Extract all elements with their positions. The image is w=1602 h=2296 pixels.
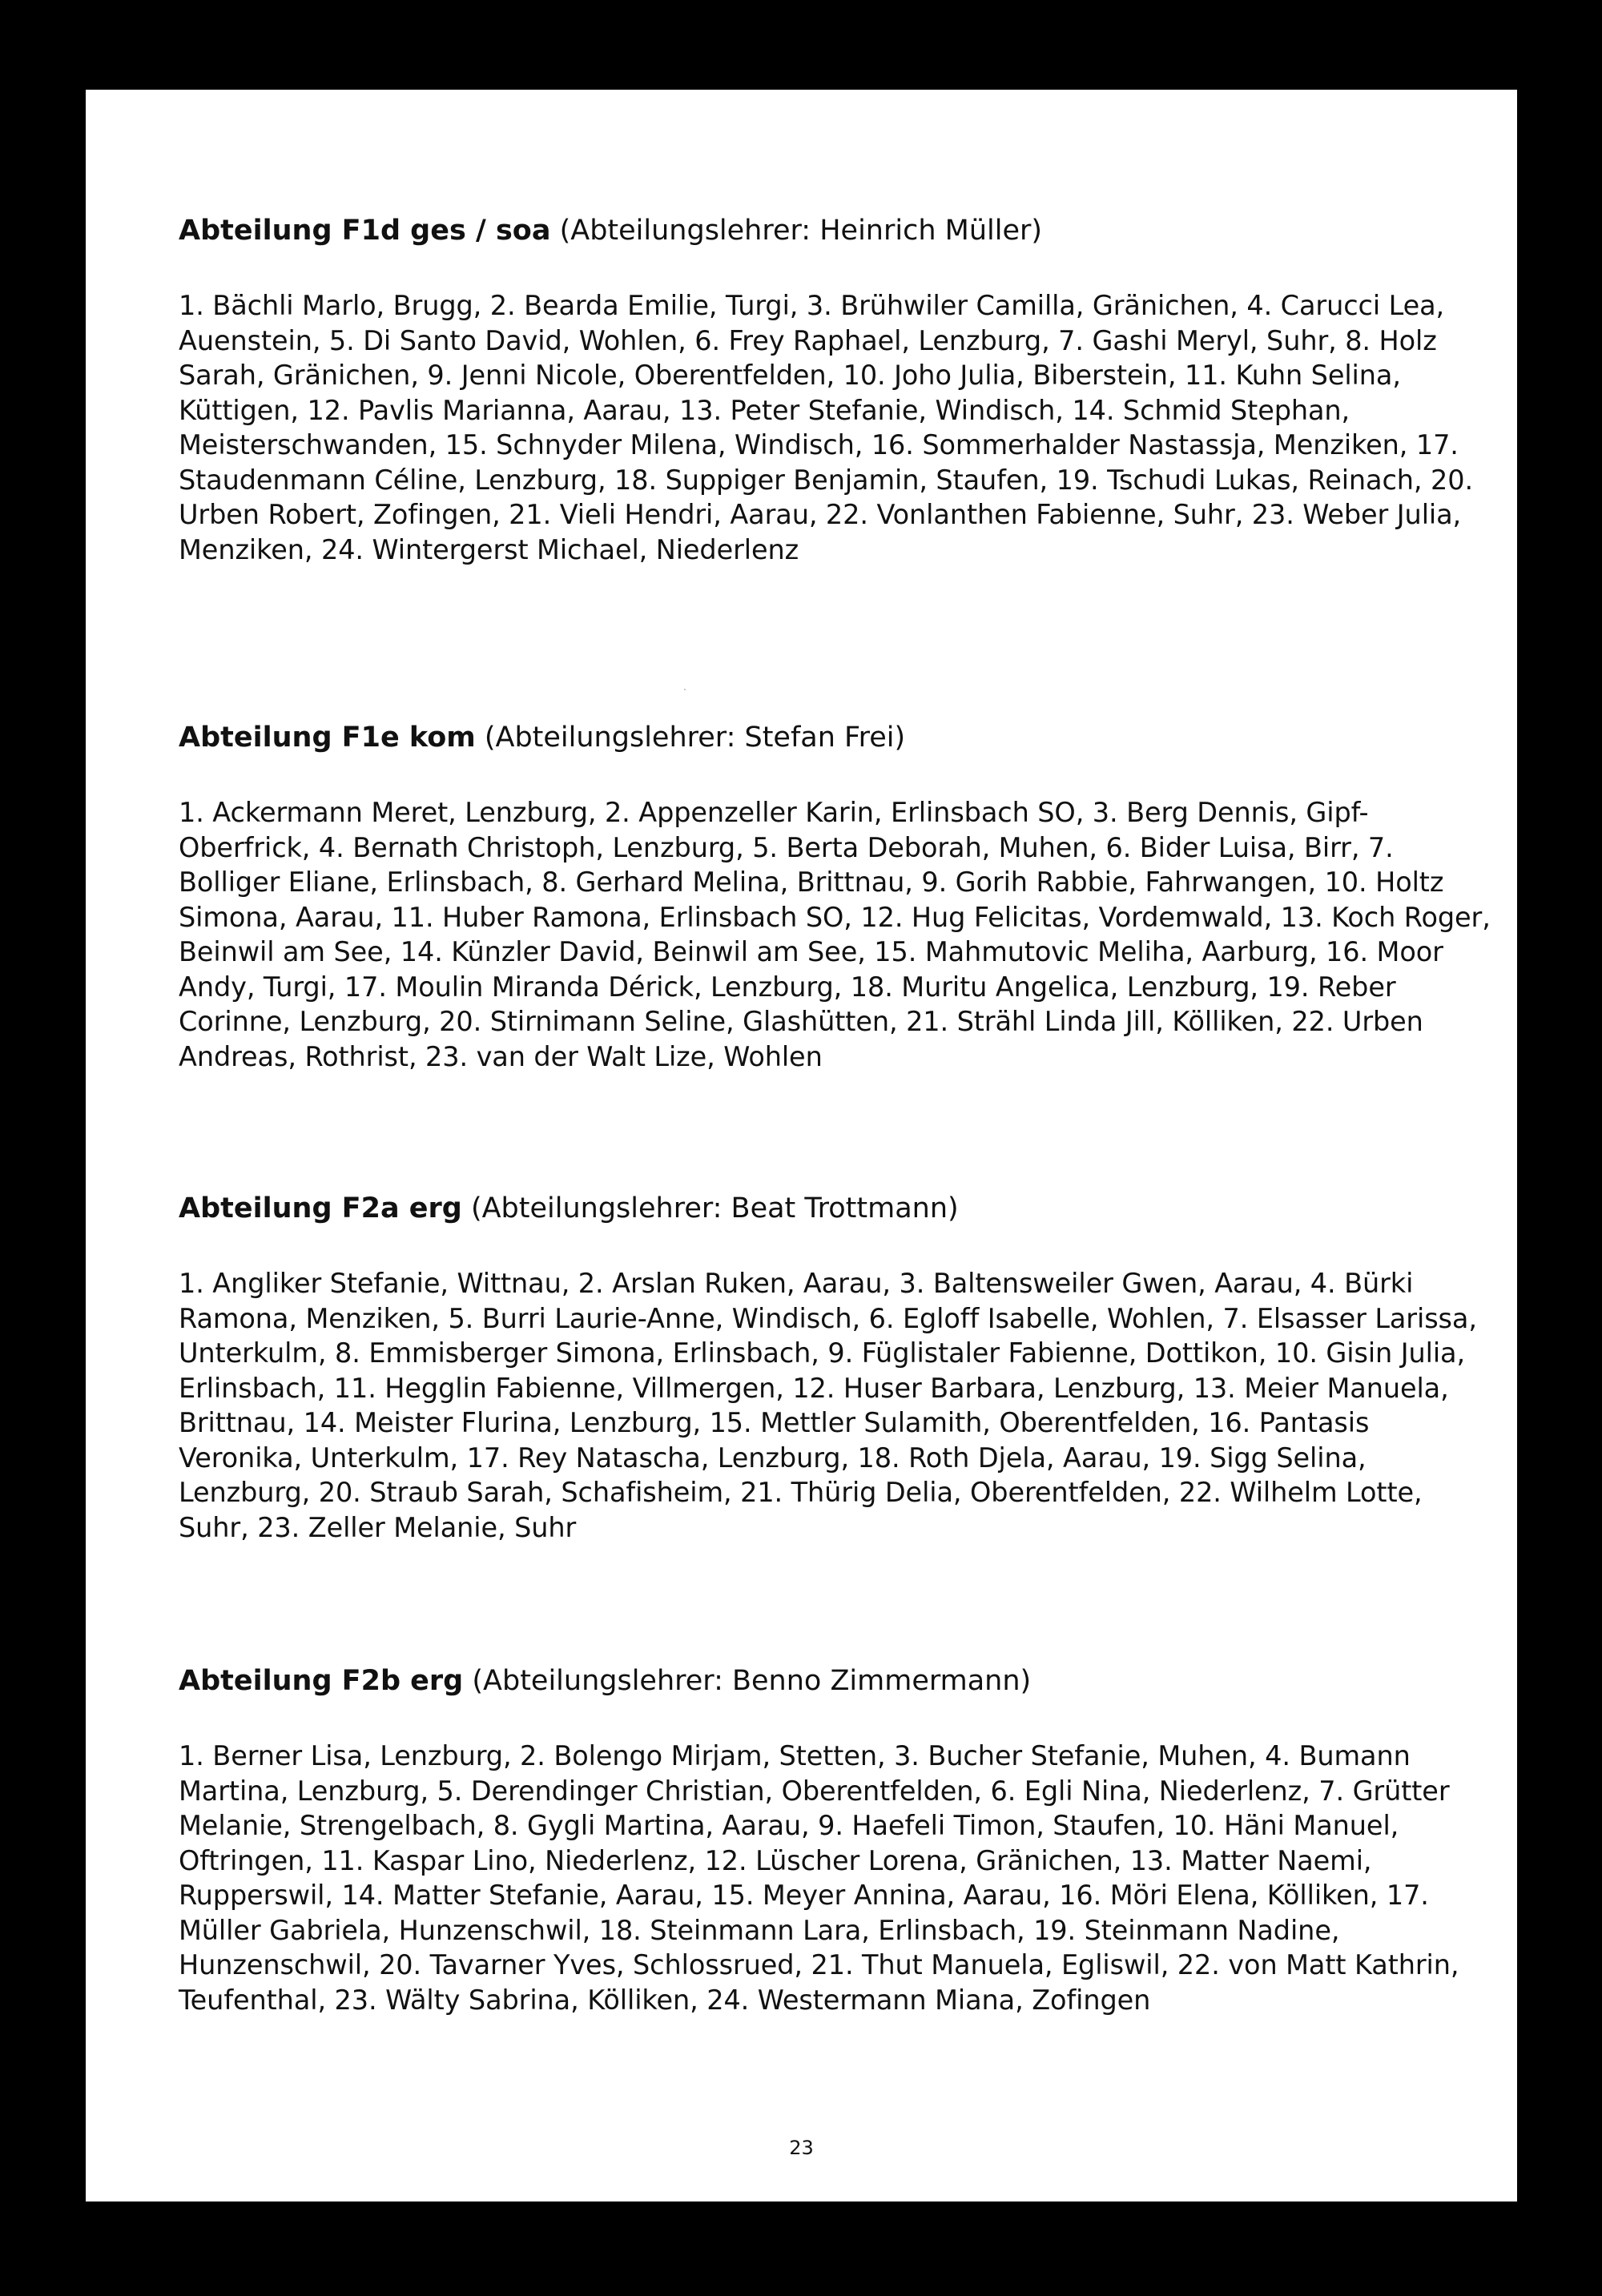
section-teacher: (Abteilungslehrer: Heinrich Müller) xyxy=(559,215,1043,247)
student-list: 1. Berner Lisa, Lenzburg, 2. Bolengo Mirjam, Stetten, 3. Bucher Stefanie, Muhen, 4. Bumann Martina, Lenzburg, 5. Derendinger Christian, Oberentfelden, 6. Egli Nina, Niederlenz, 7. Grütter Melanie, Strengelbach, 8. Gygli Martina, Aarau, 9. Haefeli Timon, Staufen, 10. Häni Manuel, Oftringen, 11. Kaspar Lino, Niederlenz, 12. Lüscher Lorena, Gränichen, 13. Matter Naemi, Rupperswil, 14. Matter Stefanie, Aarau, 15. Meyer Annina, Aarau, 16. Möri Elena, Kölliken, 17. Müller Gabriela, Hunzenschwil, 18. Steinmann Lara, Erlinsbach, 19. Steinmann Nadine, Hunzenschwil, 20. Tavarner Yves, Schlossrued, 21. Thut Manuela, Egliswil, 22. von Matt Kathrin, Teufenthal, 23. Wälty Sabrina, Kölliken, 24. Westermann Miana, Zofingen xyxy=(179,1740,1459,2016)
section-title: Abteilung F2b erg xyxy=(179,1665,464,1697)
section-heading xyxy=(179,720,1492,755)
section-f2b xyxy=(179,1663,1492,2017)
section-title: Abteilung F1d ges / soa xyxy=(179,215,551,247)
section-f1e xyxy=(179,720,1492,1074)
section-teacher: (Abteilungslehrer: Beat Trottmann) xyxy=(470,1192,959,1224)
page-number: 23 xyxy=(789,2137,814,2159)
student-list: 1. Angliker Stefanie, Wittnau, 2. Arslan Ruken, Aarau, 3. Baltensweiler Gwen, Aarau, 4. Bürki Ramona, Menziken, 5. Burri Laurie-Anne, Windisch, 6. Egloff Isabelle, Wohlen, 7. Elsasser Larissa, Unterkulm, 8. Emmisberger Simona, Erlinsbach, 9. Füglistaler Fabienne, Dottikon, 10. Gisin Julia, Erlinsbach, 11. Hegglin Fabienne, Villmergen, 12. Huser Barbara, Lenzburg, 13. Meier Manuela, Brittnau, 14. Meister Flurina, Lenzburg, 15. Mettler Sulamith, Oberentfelden, 16. Pantasis Veronika, Unterkulm, 17. Rey Natascha, Lenzburg, 18. Roth Djela, Aarau, 19. Sigg Selina, Lenzburg, 20. Straub Sarah, Schafisheim, 21. Thürig Delia, Oberentfelden, 22. Wilhelm Lotte, Suhr, 23. Zeller Melanie, Suhr xyxy=(179,1268,1477,1543)
section-f1d xyxy=(179,213,1492,567)
section-teacher: (Abteilungslehrer: Benno Zimmermann) xyxy=(472,1665,1032,1697)
section-title: Abteilung F2a erg xyxy=(179,1192,462,1224)
scan-speck xyxy=(684,689,686,690)
student-list: 1. Bächli Marlo, Brugg, 2. Bearda Emilie, Turgi, 3. Brühwiler Camilla, Gränichen, 4. Carucci Lea, Auenstein, 5. Di Santo David, Wohlen, 6. Frey Raphael, Lenzburg, 7. Gashi Meryl, Suhr, 8. Holz Sarah, Gränichen, 9. Jenni Nicole, Oberentfelden, 10. Joho Julia, Biberstein, 11. Kuhn Selina, Küttigen, 12. Pavlis Marianna, Aarau, 13. Peter Stefanie, Windisch, 14. Schmid Stephan, Meisterschwanden, 15. Schnyder Milena, Windisch, 16. Sommerhalder Nastassja, Menziken, 17. Staudenmann Céline, Lenzburg, 18. Suppiger Benjamin, Staufen, 19. Tschudi Lukas, Reinach, 20. Urben Robert, Zofingen, 21. Vieli Hendri, Aarau, 22. Vonlanthen Fabienne, Suhr, 23. Weber Julia, Menziken, 24. Wintergerst Michael, Niederlenz xyxy=(179,290,1473,565)
student-list: 1. Ackermann Meret, Lenzburg, 2. Appenzeller Karin, Erlinsbach SO, 3. Berg Dennis, Gipf-Oberfrick, 4. Bernath Christoph, Lenzburg, 5. Berta Deborah, Muhen, 6. Bider Luisa, Birr, 7. Bolliger Eliane, Erlinsbach, 8. Gerhard Melina, Brittnau, 9. Gorih Rabbie, Fahrwangen, 10. Holtz Simona, Aarau, 11. Huber Ramona, Erlinsbach SO, 12. Hug Felicitas, Vordemwald, 13. Koch Roger, Beinwil am See, 14. Künzler David, Beinwil am See, 15. Mahmutovic Meliha, Aarburg, 16. Moor Andy, Turgi, 17. Moulin Miranda Dérick, Lenzburg, 18. Muritu Angelica, Lenzburg, 19. Reber Corinne, Lenzburg, 20. Stirnimann Seline, Glashütten, 21. Strähl Linda Jill, Kölliken, 22. Urben Andreas, Rothrist, 23. van der Walt Lize, Wohlen xyxy=(179,797,1491,1072)
section-f2a xyxy=(179,1191,1492,1545)
section-heading xyxy=(179,213,1492,248)
section-teacher: (Abteilungslehrer: Stefan Frei) xyxy=(484,722,906,754)
document-page xyxy=(86,90,1517,2202)
section-heading xyxy=(179,1191,1492,1226)
section-title: Abteilung F1e kom xyxy=(179,722,476,754)
section-heading xyxy=(179,1663,1492,1699)
